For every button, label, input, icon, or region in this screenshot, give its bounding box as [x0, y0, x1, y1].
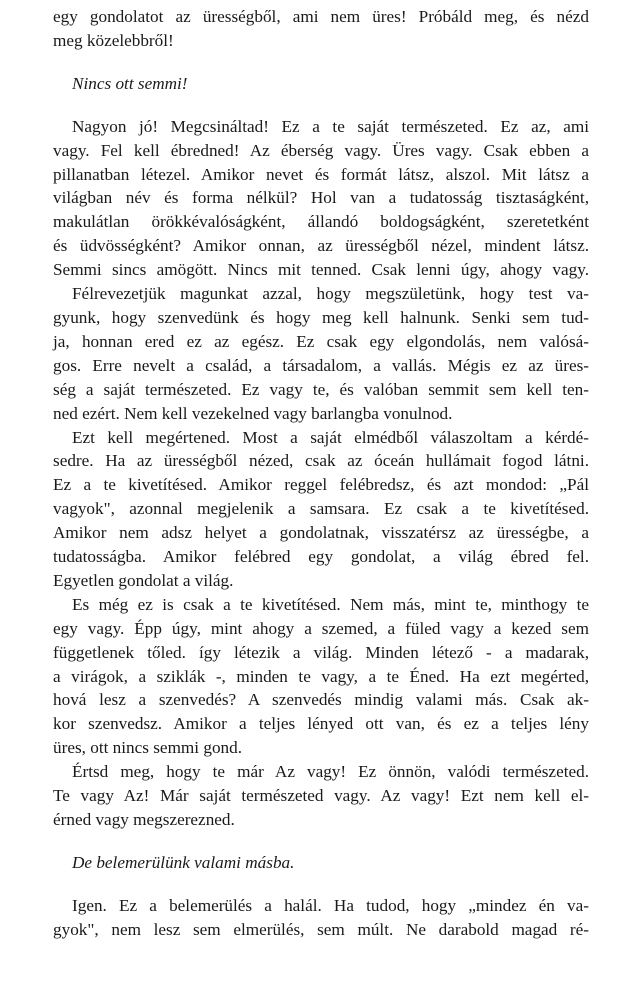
text-line: Es még ez is csak a te kivetítésed. Nem más, mint te, minthogy te — [72, 594, 589, 614]
text-line: kor szenvedsz. Amikor a teljes lényed ott van, és ez a teljes lény — [53, 714, 589, 734]
paragraph-gap — [53, 96, 589, 115]
text-line: Ezt kell megértened. Most a saját elmédből válaszoltam a kérdé- — [72, 427, 589, 447]
text-line: Nagyon jó! Megcsináltad! Ez a te saját természeted. Ez az, ami — [72, 116, 589, 136]
text-line: meg közelebbről! — [53, 30, 174, 50]
text-line: világban név és forma nélkül? Hol van a tudatosság tisztaságként, — [53, 188, 589, 208]
text-line: hová lesz a szenvedés? A szenvedés mindig valami más. Csak ak- — [53, 690, 589, 710]
text-line: üres, ott nincs semmi gond. — [53, 738, 243, 758]
paragraph — [53, 760, 589, 832]
question-line: Nincs ott semmi! — [72, 73, 188, 93]
paragraph — [53, 593, 589, 760]
text-line: függetlenek tőled. így létezik a világ. Minden létező - a madarak, — [53, 642, 589, 662]
paragraph-gap — [53, 875, 589, 894]
text-line: Te vagy Az! Már saját természeted vagy. Az vagy! Ezt nem kell el- — [53, 786, 589, 806]
text-line: ned ezért. Nem kell vezekelned vagy barlangba vonulnod. — [53, 403, 453, 423]
document-page — [53, 5, 589, 942]
text-line: Ez a te kivetítésed. Amikor reggel felébredsz, és azt mondod: „Pál — [53, 475, 589, 495]
paragraph-gap — [53, 832, 589, 851]
text-line: tudatosságba. Amikor felébred egy gondolat, a világ ébred fel. — [53, 547, 589, 567]
text-line: gos. Erre nevelt a család, a társadalom, a vallás. Mégis ez az üres- — [53, 355, 589, 375]
paragraph — [53, 115, 589, 282]
text-line: pillanatban létezel. Amikor nevet és formát látsz, alszol. Mit látsz a — [53, 164, 589, 184]
question-paragraph — [53, 72, 589, 96]
paragraph — [53, 5, 589, 53]
paragraph — [53, 426, 589, 593]
text-line: Félrevezetjük magunkat azzal, hogy megszületünk, hogy test va- — [72, 284, 589, 304]
question-paragraph — [53, 851, 589, 875]
paragraph-gap — [53, 53, 589, 72]
text-line: és üdvösségként? Amikor onnan, az ürességből nézel, mindent látsz. — [53, 236, 589, 256]
text-line: Egyetlen gondolat a világ. — [53, 570, 234, 590]
text-line: sedre. Ha az ürességből nézed, csak az óceán hullámait fogod látni. — [53, 451, 589, 471]
text-line: ja, honnan ered ez az egész. Ez csak egy elgondolás, nem valósá- — [53, 331, 589, 351]
text-line: vagy. Fel kell ébredned! Az éberség vagy. Üres vagy. Csak ebben a — [53, 140, 589, 160]
text-line: egy vagy. Épp úgy, mint ahogy a szemed, a füled vagy a kezed sem — [53, 618, 589, 638]
text-line: Igen. Ez a belemerülés a halál. Ha tudod, hogy „mindez én va- — [72, 895, 589, 915]
text-line: vagyok", azonnal megjelenik a samsara. Ez csak a te kivetítésed. — [53, 499, 589, 519]
text-line: érned vagy megszerezned. — [53, 810, 235, 829]
paragraph — [53, 282, 589, 425]
text-line: Amikor nem adsz helyet a gondolatnak, visszatérsz az ürességbe, a — [53, 523, 589, 543]
text-line: ség a saját természeted. Ez vagy te, és valóban semmit sem kell ten- — [53, 379, 589, 399]
text-line: makulátlan örökkévalóságként, állandó boldogságként, szeretetként — [53, 212, 589, 232]
paragraph — [53, 894, 589, 942]
text-line: Értsd meg, hogy te már Az vagy! Ez önnön, valódi természeted. — [72, 762, 589, 782]
text-line: gyunk, hogy szenvedünk és hogy meg kell halnunk. Senki sem tud- — [53, 307, 589, 327]
text-line: Semmi sincs amögött. Nincs mit tenned. Csak lenni úgy, ahogy vagy. — [53, 260, 589, 280]
text-line: egy gondolatot az ürességből, ami nem üres! Próbáld meg, és nézd — [53, 7, 589, 26]
text-line: a virágok, a sziklák -, minden te vagy, a te Éned. Ha ezt megérted, — [53, 666, 589, 686]
question-line: De belemerülünk valami másba. — [72, 852, 295, 872]
text-line: gyok", nem lesz sem elmerülés, sem múlt. Ne darabold magad ré- — [53, 919, 589, 939]
